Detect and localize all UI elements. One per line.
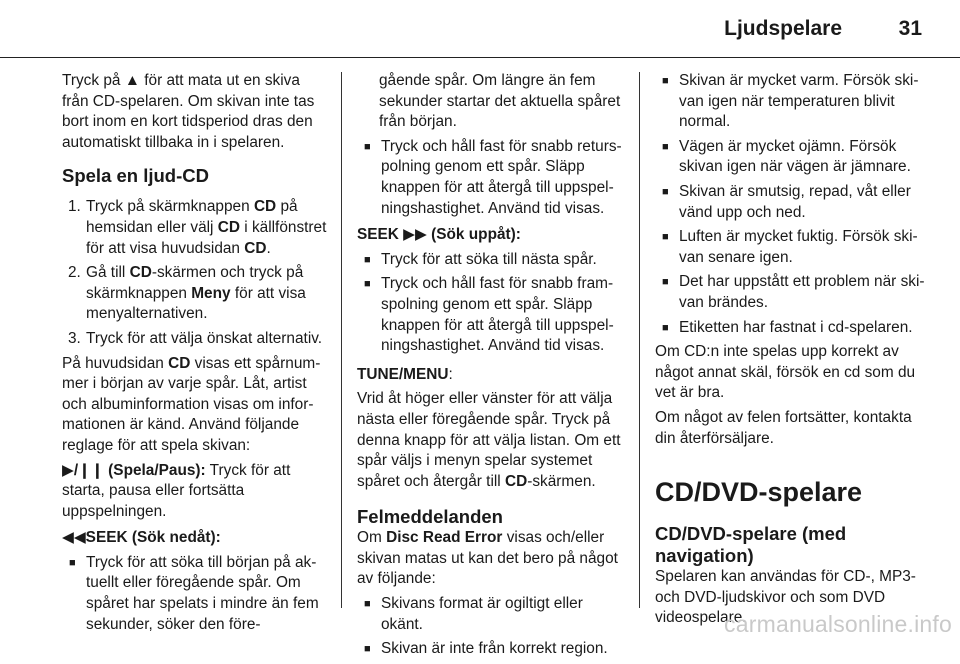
- not-playing-paragraph: Om CD:n inte spelas upp korrekt av något annat skäl, försök en cd som du vet är bra.: [655, 343, 916, 402]
- step-1: 1. Tryck på skärmknappen CD på hemsidan eller välj CD i källfönstret för att visa huvudsidan CD.: [68, 198, 327, 257]
- heading-spela-cd: Spela en ljud-CD: [62, 165, 209, 187]
- persist-paragraph: Om något av felen fortsätter, kontakta din återförsäljare.: [655, 408, 912, 447]
- watermark: carmanualsonline.info: [724, 611, 952, 637]
- list-item: ■ Tryck och håll fast för snabb returspolning genom ett spår. Släpp knappen för att återgå till uppspelningshastighet. Använd tid visas.: [357, 137, 625, 219]
- step-3: 3. Tryck för att välja önskat alternativ.: [68, 329, 323, 347]
- heading-cd-dvd-navigation: CD/DVD-spelare (med navigation): [655, 523, 847, 567]
- header-divider: [0, 57, 960, 58]
- list-item: ■ Skivan är smutsig, repad, våt eller vänd upp och ned.: [655, 182, 925, 223]
- heading-felmeddelanden: Felmeddelanden: [357, 506, 503, 528]
- column-1: [62, 71, 328, 639]
- step-2: 2. Gå till CD-skärmen och tryck på skärmknappen Meny för att visa menyalternativen.: [68, 264, 306, 323]
- page-number: 31: [898, 17, 922, 40]
- seek-up-label: SEEK ▶▶ (Sök uppåt):: [357, 226, 521, 244]
- list-item: ■ Det har uppstått ett problem när skivan brändes.: [655, 272, 925, 313]
- list-item: ■ Skivan är inte från korrekt region.: [357, 639, 625, 660]
- list-item: ■ Skivan är mycket varm. Försök skivan igen när temperaturen blivit normal.: [655, 71, 925, 133]
- heading-cd-dvd: CD/DVD-spelare: [655, 477, 863, 508]
- dvd-paragraph: Spelaren kan användas för CD-, MP3- och DVD-ljudskivor och som DVD videospelare.: [655, 568, 916, 627]
- column-divider-1: [341, 72, 342, 608]
- list-item: ■ Luften är mycket fuktig. Försök skivan senare igen.: [655, 227, 925, 268]
- column-divider-2: [639, 72, 640, 608]
- seek-down-label: ◀◀SEEK (Sök nedåt):: [62, 529, 221, 547]
- main-page-paragraph: På huvudsidan CD visas ett spårnummer i början av varje spår. Låt, artist och albuminformation visas om informationen är känd. Använd följande reglage för att spela skivan:: [62, 354, 321, 454]
- tune-menu-label: TUNE/MENU:: [357, 365, 453, 383]
- list-item: ■ Tryck för att söka till början på aktuellt eller föregående spår. Om spåret har spelats i mindre än fem sekunder, söker den före-: [62, 553, 328, 635]
- continued-text: gående spår. Om längre än fem sekunder startar det aktuella spåret från början.: [379, 72, 621, 131]
- tune-menu-paragraph: Vrid åt höger eller vänster för att välja nästa eller föregående spår. Tryck på denna knapp för att välja listan. Om ett spår väljs i menyn spelar systemet spåret och återgår till CD-skärmen.: [357, 390, 621, 490]
- eject-icon: ▲: [124, 72, 140, 89]
- list-item: ■ Etiketten har fastnat i cd-spelaren.: [655, 318, 925, 339]
- list-item: ■ Tryck för att söka till nästa spår.: [357, 250, 625, 271]
- column-3: [655, 71, 925, 633]
- list-item: ■ Skivans format är ogiltigt eller okänt.: [357, 594, 625, 635]
- play-pause-paragraph: ▶/❙❙ (Spela/Paus): Tryck för att starta, pausa eller fortsätta uppspelningen.: [62, 461, 291, 520]
- eject-paragraph: Tryck på ▲ för att mata ut en skiva från CD-spelaren. Om skivan inte tas bort inom en kort tidsperiod dras den automatiskt tillbaka in i spelaren.: [62, 72, 315, 151]
- column-2: [357, 71, 625, 664]
- error-paragraph: Om Disc Read Error visas och/eller skivan matas ut kan det bero på något av följande:: [357, 529, 618, 588]
- list-item: ■ Tryck och håll fast för snabb framspolning genom ett spår. Släpp knappen för att återgå till uppspelningshastighet. Använd tid visas.: [357, 274, 625, 356]
- list-item: ■ Vägen är mycket ojämn. Försök skivan igen när vägen är jämnare.: [655, 137, 925, 178]
- page-header: [0, 0, 960, 58]
- header-title: Ljudspelare: [724, 17, 842, 40]
- play-pause-label: ▶/❙❙ (Spela/Paus):: [62, 461, 206, 479]
